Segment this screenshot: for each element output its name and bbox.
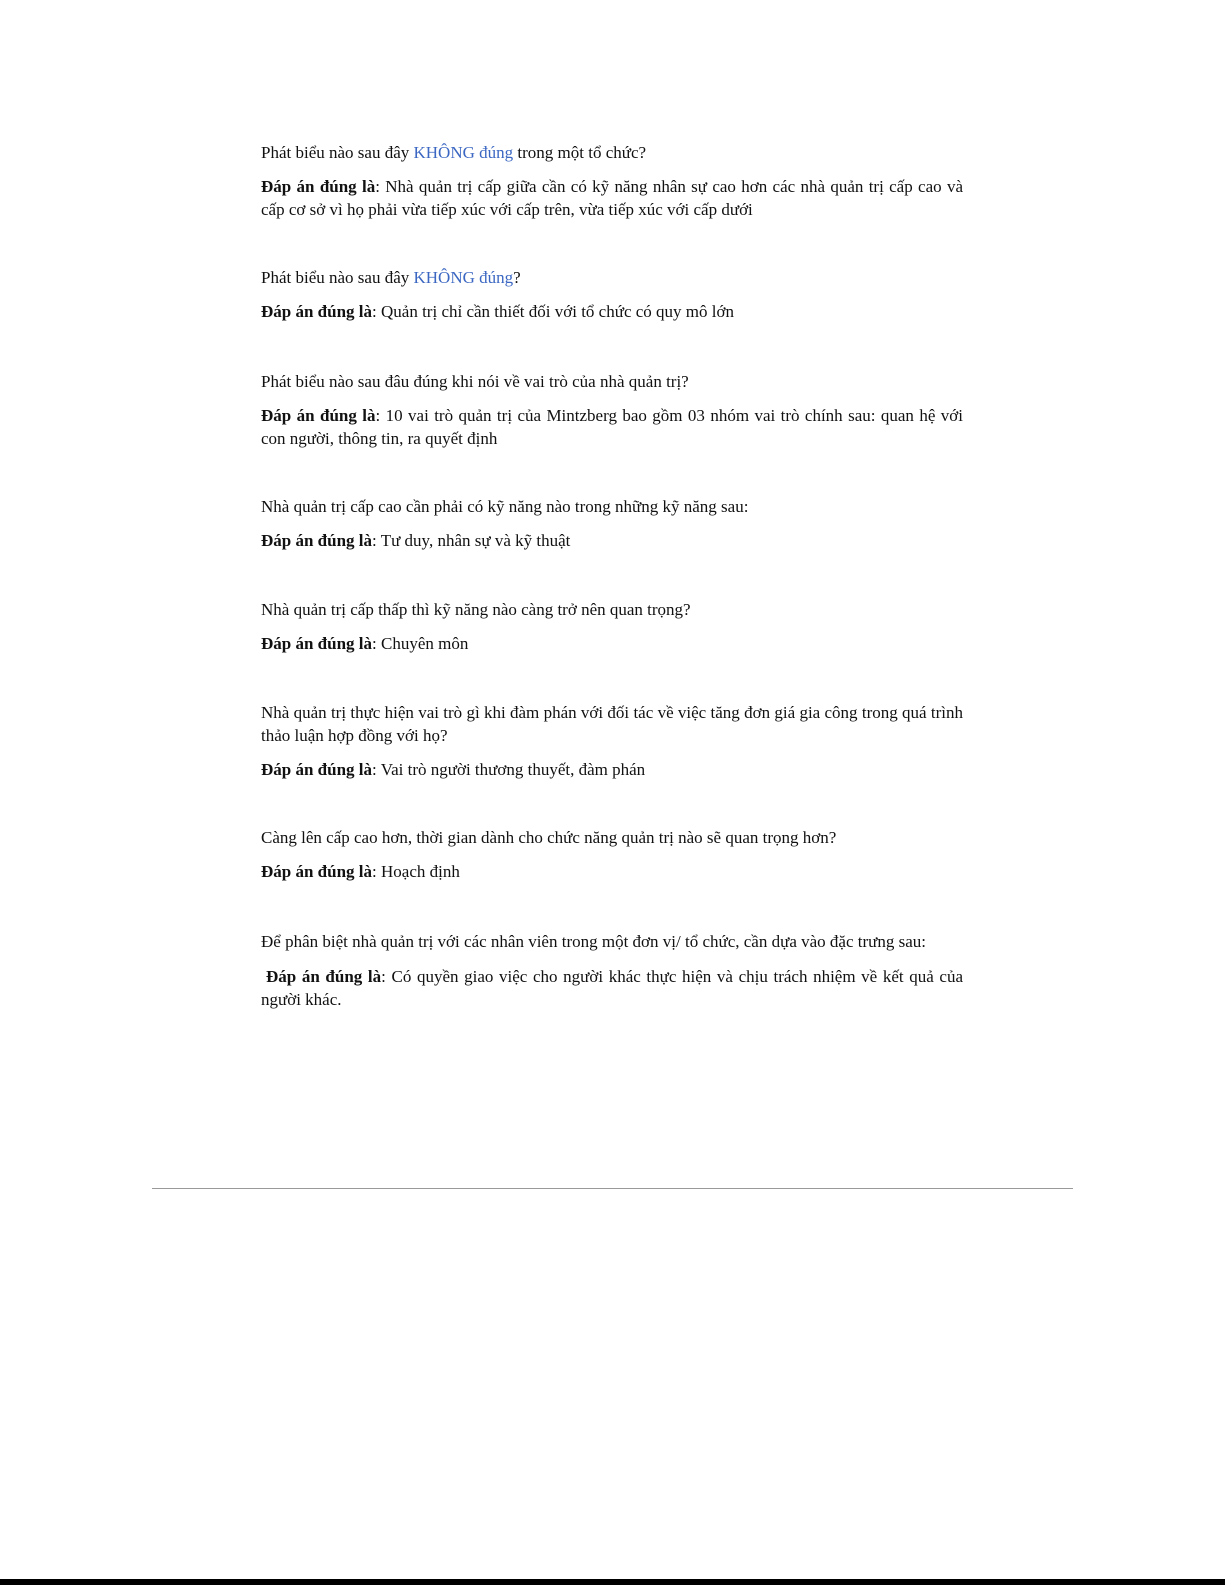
qa-item (261, 266, 963, 323)
page-divider (152, 1188, 1073, 1189)
answer-label: Đáp án đúng là (261, 177, 376, 196)
answer-label: Đáp án đúng là (261, 760, 373, 779)
answer-text: Đáp án đúng là: Hoạch định (261, 862, 460, 881)
question-text: Nhà quản trị cấp thấp thì kỹ năng nào càng trở nên quan trọng? (261, 600, 691, 619)
highlight-text: KHÔNG đúng (413, 143, 514, 162)
answer-label: Đáp án đúng là (261, 634, 373, 653)
answer-text: Đáp án đúng là: Vai trò người thương thuyết, đàm phán (261, 760, 646, 779)
question-text: Càng lên cấp cao hơn, thời gian dành cho chức năng quản trị nào sẽ quan trọng hơn? (261, 828, 837, 847)
qa-item (261, 930, 963, 1011)
question-text: Phát biểu nào sau đâu đúng khi nói về vai trò của nhà quản trị? (261, 372, 689, 391)
question-text: Nhà quản trị cấp cao cần phải có kỹ năng nào trong những kỹ năng sau: (261, 497, 749, 516)
qa-item (261, 370, 963, 450)
question-text: Phát biểu nào sau đây KHÔNG đúng? (261, 268, 521, 287)
answer-text: Đáp án đúng là: Có quyền giao việc cho người khác thực hiện và chịu trách nhiệm về kết quả của người khác. (261, 967, 964, 1009)
answer-label: Đáp án đúng là (261, 531, 373, 550)
bottom-edge-bar (0, 1579, 1225, 1585)
answer-text: Đáp án đúng là: Quản trị chỉ cần thiết đối với tổ chức có quy mô lớn (261, 302, 734, 321)
qa-item (261, 141, 963, 221)
question-text: Nhà quản trị thực hiện vai trò gì khi đàm phán với đối tác về việc tăng đơn giá gia công trong quá trình thảo luận hợp đồng với họ? (261, 703, 963, 745)
answer-label: Đáp án đúng là (261, 302, 373, 321)
qa-item (261, 495, 963, 552)
answer-label: Đáp án đúng là (261, 862, 373, 881)
qa-item (261, 826, 963, 883)
answer-label: Đáp án đúng là (261, 406, 376, 425)
answer-text: Đáp án đúng là: Chuyên môn (261, 634, 469, 653)
answer-label: Đáp án đúng là (266, 967, 382, 986)
question-text: Phát biểu nào sau đây KHÔNG đúng trong một tổ chức? (261, 143, 647, 162)
answer-text: Đáp án đúng là: Nhà quản trị cấp giữa cần có kỹ năng nhân sự cao hơn các nhà quản trị cấp cao và cấp cơ sở vì họ phải vừa tiếp xúc với cấp trên, vừa tiếp xúc với cấp dưới (261, 177, 963, 219)
answer-text: Đáp án đúng là: Tư duy, nhân sự và kỹ thuật (261, 531, 571, 550)
qa-item (261, 598, 963, 655)
qa-item (261, 701, 963, 781)
question-text: Để phân biệt nhà quản trị với các nhân viên trong một đơn vị/ tổ chức, cần dựa vào đặc trưng sau: (261, 932, 926, 951)
answer-text: Đáp án đúng là: 10 vai trò quản trị của Mintzberg bao gồm 03 nhóm vai trò chính sau: quan hệ với con người, thông tin, ra quyết định (261, 406, 963, 448)
highlight-text: KHÔNG đúng (413, 268, 514, 287)
